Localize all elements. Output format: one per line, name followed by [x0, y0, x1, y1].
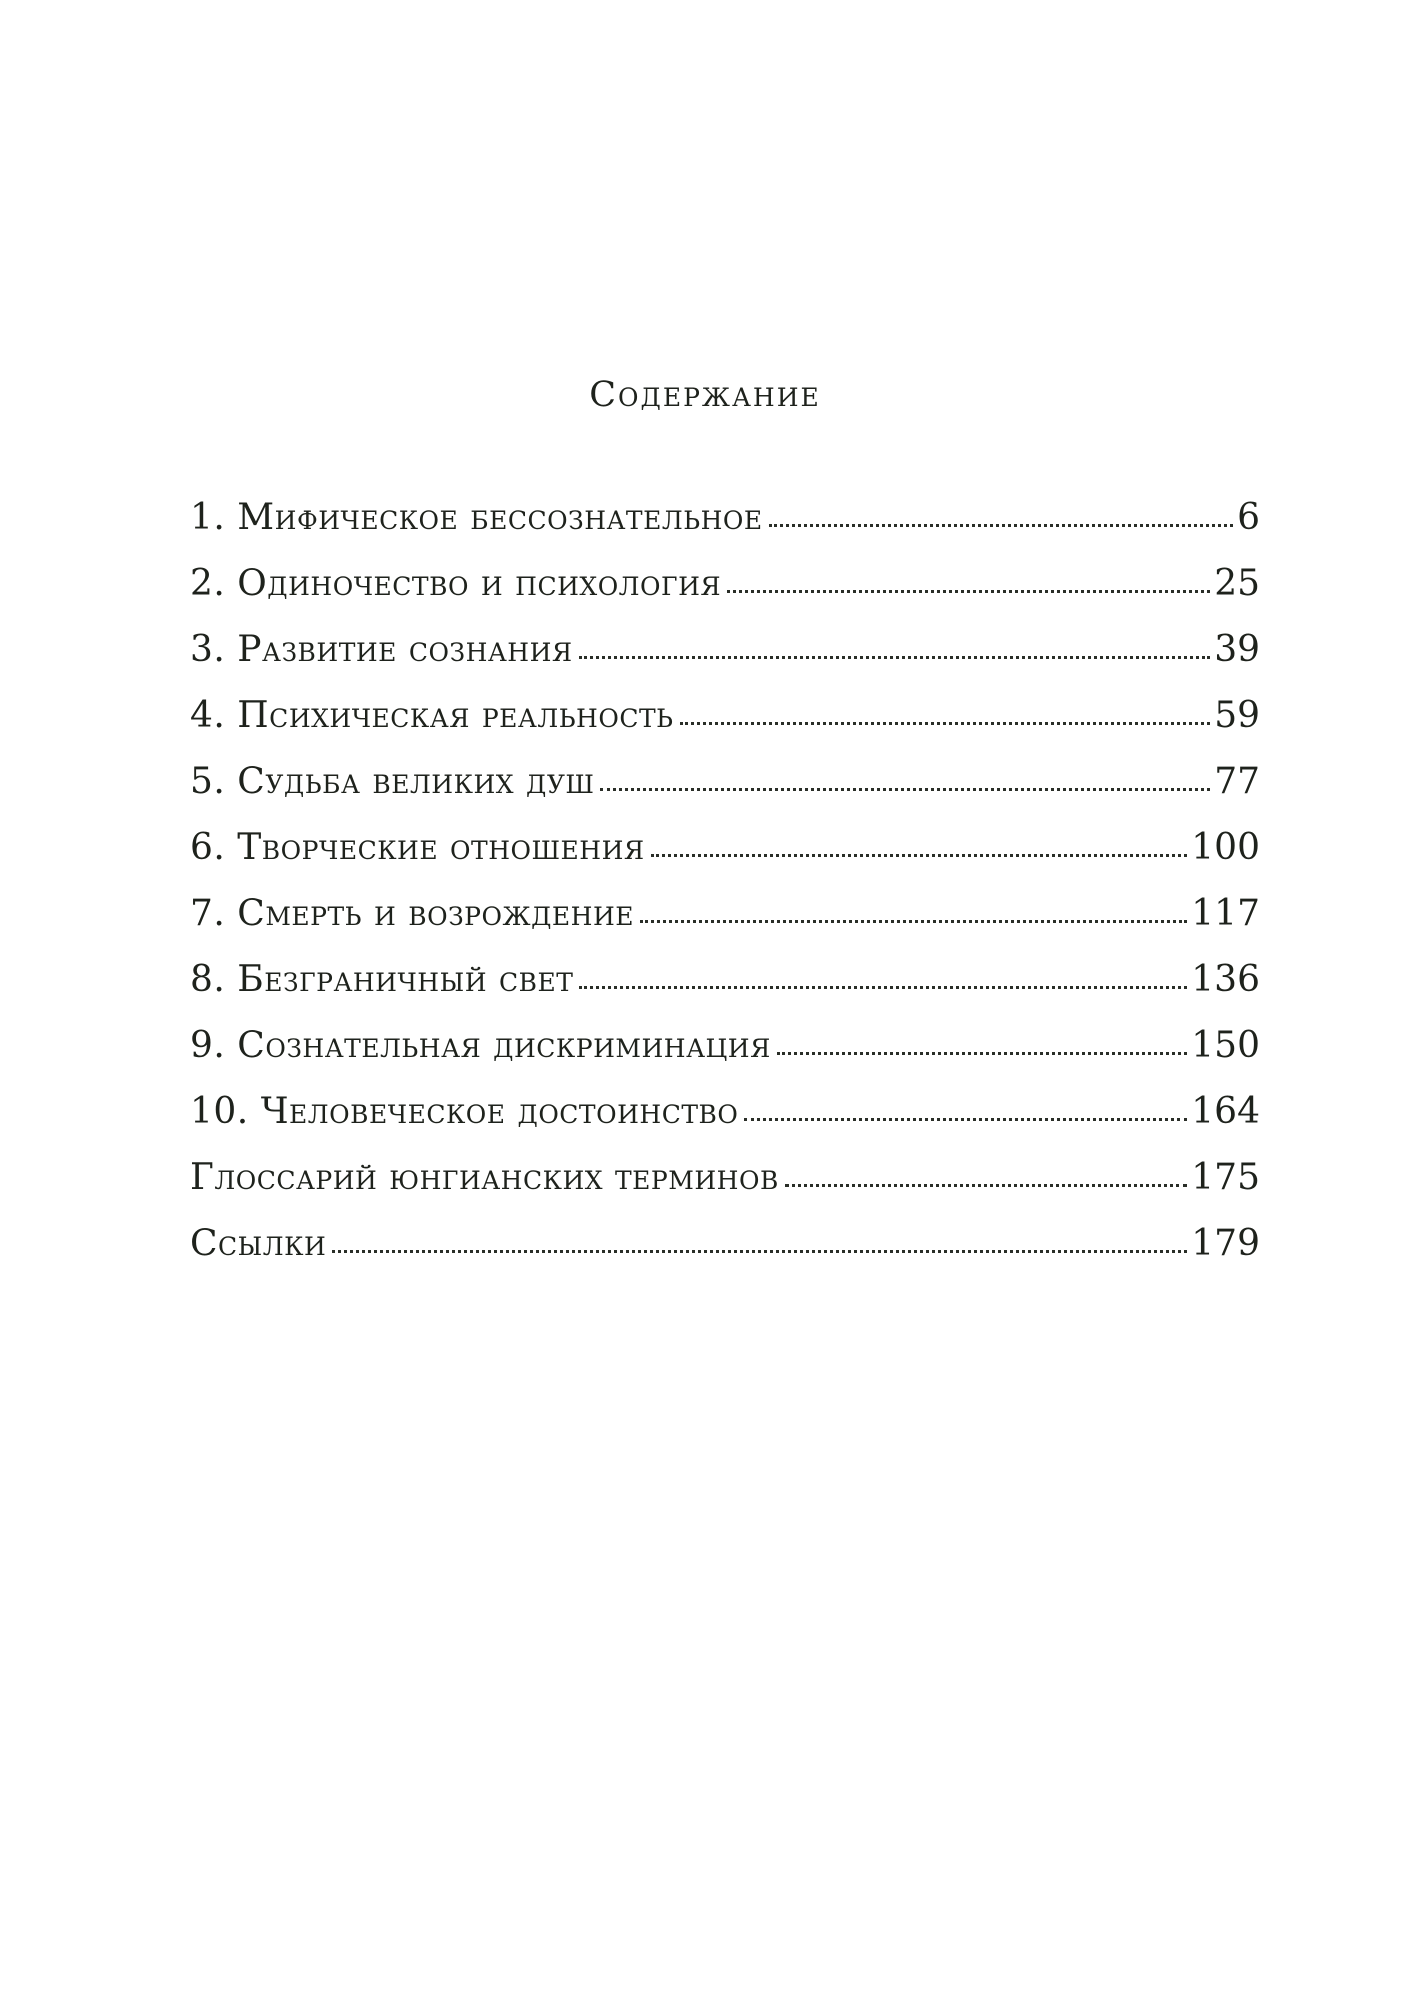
toc-entry-label: 8. Безграничный свет [190, 959, 574, 1000]
toc-entry-label: 5. Судьба великих душ [190, 761, 595, 802]
dot-leader [651, 851, 1188, 857]
toc-entry-page: 6 [1237, 497, 1260, 538]
toc-entry-10[interactable] [190, 1079, 1260, 1145]
toc-entry-page: 77 [1214, 761, 1260, 802]
dot-leader [579, 983, 1187, 989]
dot-leader [680, 719, 1211, 725]
page-title: Содержание [589, 375, 821, 415]
toc-entry-references[interactable] [190, 1211, 1260, 1277]
toc-entry-page: 117 [1191, 893, 1260, 934]
toc-entry-page: 175 [1191, 1157, 1260, 1198]
toc-entry-label: 3. Развитие сознания [190, 629, 573, 670]
dot-leader [640, 917, 1187, 923]
toc-entry-3[interactable] [190, 617, 1260, 683]
table-of-contents [190, 485, 1260, 1277]
toc-entry-page: 136 [1191, 959, 1260, 1000]
toc-entry-label: 6. Творческие отношения [190, 827, 645, 868]
toc-entry-1[interactable] [190, 485, 1260, 551]
toc-entry-7[interactable] [190, 881, 1260, 947]
toc-entry-4[interactable] [190, 683, 1260, 749]
toc-entry-page: 25 [1214, 563, 1260, 604]
dot-leader [744, 1115, 1187, 1121]
toc-entry-5[interactable] [190, 749, 1260, 815]
toc-entry-6[interactable] [190, 815, 1260, 881]
toc-entry-8[interactable] [190, 947, 1260, 1013]
toc-entry-label: Глоссарий юнгианских терминов [190, 1157, 779, 1198]
toc-entry-page: 39 [1214, 629, 1260, 670]
toc-entry-page: 100 [1191, 827, 1260, 868]
dot-leader [600, 785, 1210, 791]
toc-entry-label: 2. Одиночество и психология [190, 563, 722, 604]
toc-entry-page: 59 [1214, 695, 1260, 736]
toc-entry-2[interactable] [190, 551, 1260, 617]
dot-leader [332, 1247, 1187, 1253]
dot-leader [785, 1181, 1187, 1187]
dot-leader [769, 521, 1233, 527]
toc-entry-label: 7. Смерть и возрождение [190, 893, 634, 934]
toc-entry-label: 9. Сознательная дискриминация [190, 1025, 771, 1066]
toc-entry-label: Ссылки [190, 1223, 327, 1264]
toc-entry-9[interactable] [190, 1013, 1260, 1079]
toc-entry-page: 179 [1191, 1223, 1260, 1264]
toc-entry-glossary[interactable] [190, 1145, 1260, 1211]
dot-leader [777, 1049, 1187, 1055]
toc-entry-page: 164 [1191, 1091, 1260, 1132]
toc-entry-label: 10. Человеческое достоинство [190, 1091, 739, 1132]
toc-entry-label: 1. Мифическое бессознательное [190, 497, 763, 538]
dot-leader [727, 587, 1210, 593]
toc-entry-label: 4. Психическая реальность [190, 695, 674, 736]
dot-leader [579, 653, 1211, 659]
toc-entry-page: 150 [1191, 1025, 1260, 1066]
